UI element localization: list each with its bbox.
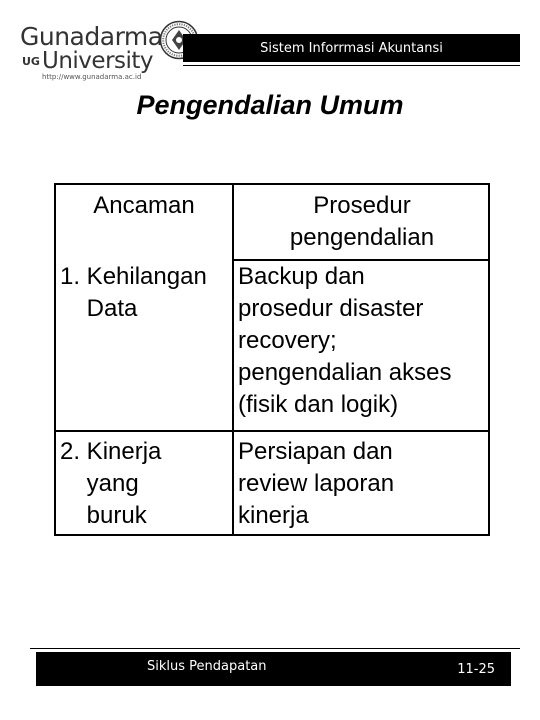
footer-divider (30, 648, 520, 649)
footer-bar (36, 652, 511, 686)
slide-title: Pengendalian Umum (136, 90, 404, 120)
header-divider (183, 65, 520, 66)
logo-url-text: http://www.gunadarma.ac.id (42, 73, 142, 81)
row2-threat: 2. Kinerja yang buruk (60, 438, 162, 529)
controls-table (54, 183, 490, 536)
page-number: 11-25 (457, 662, 495, 677)
row1-threat: 1. Kehilangan Data (60, 263, 207, 322)
logo-ug-mark: UG (22, 55, 40, 68)
logo-university-text: University (42, 48, 154, 74)
course-header-bar (183, 34, 520, 62)
course-title: Sistem Inforrmasi Akuntansi (260, 40, 443, 56)
row1-procedure: Backup dan prosedur disaster recovery; pengendalian akses (fisik dan logik) (238, 263, 452, 418)
header-procedure: Prosedur pengendalian (289, 192, 435, 251)
header-threat: Ancaman (93, 192, 195, 219)
row-divider (56, 430, 490, 432)
logo-name-text: Gunadarma (20, 22, 163, 51)
row2-procedure: Persiapan dan review laporan kinerja (238, 438, 395, 529)
footer-chapter: Siklus Pendapatan (147, 659, 267, 674)
university-logo (18, 14, 188, 81)
